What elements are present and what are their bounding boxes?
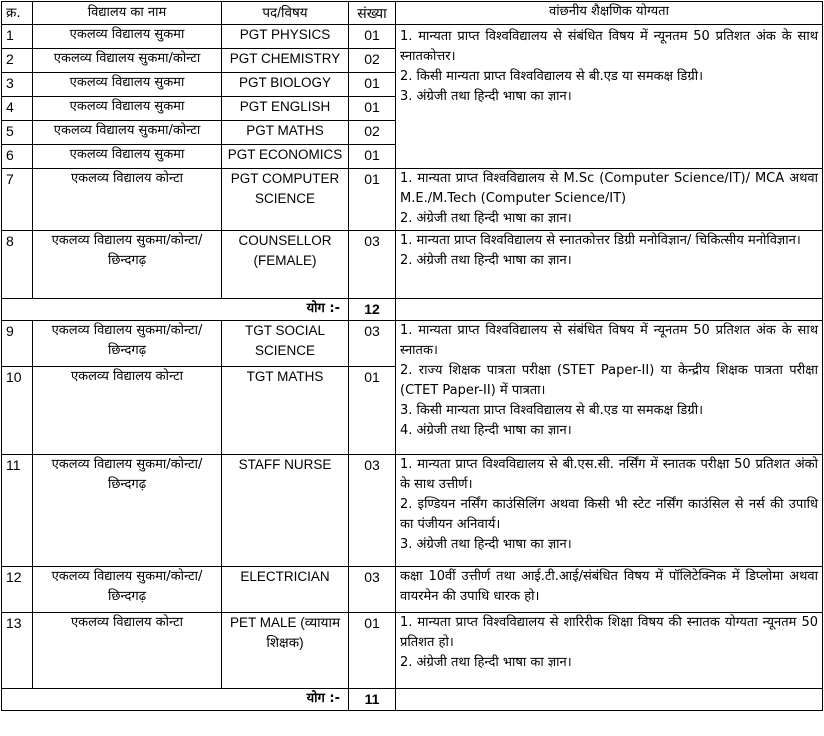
header-post: पद/विषय: [222, 2, 349, 25]
table-row: [2, 567, 823, 613]
total-value: 12: [349, 299, 396, 321]
row-post: PGT CHEMISTRY: [222, 49, 349, 73]
qualification-line: 2. अंग्रेजी तथा हिन्दी भाषा का ज्ञान।: [400, 211, 572, 226]
row-count: 01: [349, 145, 396, 169]
row-sno: 8: [2, 231, 33, 299]
row-sno: 11: [2, 455, 33, 567]
qualification-line: 2. अंग्रेजी तथा हिन्दी भाषा का ज्ञान।: [400, 655, 572, 670]
row-count: 01: [349, 169, 396, 231]
qualification-line: 2. राज्य शिक्षक पात्रता परीक्षा (STET Paper-II) या केन्द्रीय शिक्षक पात्रता परीक्षा (CTET Paper-II) में पात्रता।: [400, 363, 818, 398]
row-sno: 13: [2, 613, 33, 689]
row-school: एकलव्य विद्यालय सुकमा: [33, 97, 222, 121]
qualification-nurse-cell: [396, 455, 823, 567]
row-post: PET MALE (व्यायाम शिक्षक): [222, 613, 349, 689]
row-school: एकलव्य विद्यालय सुकमा: [33, 73, 222, 97]
qualification-line: 1. मान्यता प्राप्त विश्वविद्यालय से स्नातकोत्तर डिग्री मनोविज्ञान/ चिकित्सीय मनोविज्ञान।: [400, 233, 801, 248]
row-sno: 7: [2, 169, 33, 231]
qualification-line: 4. अंग्रेजी तथा हिन्दी भाषा का ज्ञान।: [400, 423, 572, 438]
header-count: संख्या: [349, 2, 396, 25]
row-sno: 6: [2, 145, 33, 169]
qualification-line: 2. अंग्रेजी तथा हिन्दी भाषा का ज्ञान।: [400, 253, 572, 268]
row-count: 02: [349, 121, 396, 145]
qualification-line: 1. मान्यता प्राप्त विश्वविद्यालय से शारिरीक शिक्षा विषय की स्नातक योग्यता न्यूनतम 50 प्रतिशत हो।: [400, 615, 818, 650]
total-value: 11: [349, 689, 396, 711]
row-post: COUNSELLOR (FEMALE): [222, 231, 349, 299]
row-sno: 4: [2, 97, 33, 121]
row-post: PGT PHYSICS: [222, 25, 349, 49]
row-count: 03: [349, 231, 396, 299]
row-post: STAFF NURSE: [222, 455, 349, 567]
row-school: एकलव्य विद्यालय कोन्टा: [33, 367, 222, 455]
total-row: [2, 689, 823, 711]
qualification-computer-cell: [396, 169, 823, 231]
table-row: [2, 455, 823, 567]
table-row: [2, 321, 823, 367]
row-sno: 5: [2, 121, 33, 145]
row-post: PGT BIOLOGY: [222, 73, 349, 97]
row-post: TGT MATHS: [222, 367, 349, 455]
posts-table: [1, 1, 823, 711]
row-sno: 10: [2, 367, 33, 455]
table-row: [2, 25, 823, 49]
qualification-line: कक्षा 10वीं उत्तीर्ण तथा आई.टी.आई/संबंधित विषय में पॉलिटेक्निक में डिप्लोमा अथवा वायरमेन की उपाधि धारक हो।: [400, 569, 818, 604]
qualification-line: 3. किसी मान्यता प्राप्त विश्वविद्यालय से बी.एड या समकक्ष डिग्री।: [400, 403, 704, 418]
table-row: [2, 231, 823, 299]
header-sno: क्र.: [2, 2, 33, 25]
qualification-line: 1. मान्यता प्राप्त विश्वविद्यालय से M.Sc (Computer Science/IT)/ MCA अथवा M.E./M.Tech (Computer Science/IT): [400, 171, 818, 206]
row-count: 01: [349, 73, 396, 97]
row-school: एकलव्य विद्यालय सुकमा/कोन्टा/छिन्दगढ़: [33, 455, 222, 567]
row-count: 03: [349, 321, 396, 367]
header-school: विद्यालय का नाम: [33, 2, 222, 25]
table-row: [2, 613, 823, 689]
row-sno: 1: [2, 25, 33, 49]
row-count: 03: [349, 567, 396, 613]
header-qualification: वांछनीय शैक्षणिक योग्यता: [396, 2, 823, 25]
row-school: एकलव्य विद्यालय सुकमा/कोन्टा/छिन्दगढ़: [33, 567, 222, 613]
row-count: 01: [349, 97, 396, 121]
qualification-line: 2. किसी मान्यता प्राप्त विश्वविद्यालय से बी.एड या समकक्ष डिग्री।: [400, 69, 704, 84]
row-school: एकलव्य विद्यालय सुकमा: [33, 145, 222, 169]
qualification-counsellor-cell: [396, 231, 823, 299]
row-school: एकलव्य विद्यालय सुकमा/कोन्टा/छिन्दगढ़: [33, 321, 222, 367]
empty-cell: [396, 689, 823, 711]
row-school: एकलव्य विद्यालय कोन्टा: [33, 613, 222, 689]
row-school: एकलव्य विद्यालय सुकमा: [33, 25, 222, 49]
row-post: PGT MATHS: [222, 121, 349, 145]
row-school: एकलव्य विद्यालय कोन्टा: [33, 169, 222, 231]
row-school: एकलव्य विद्यालय सुकमा/कोन्टा: [33, 121, 222, 145]
row-count: 03: [349, 455, 396, 567]
total-row: [2, 299, 823, 321]
row-count: 01: [349, 25, 396, 49]
header-row: [2, 2, 823, 25]
row-post: PGT ECONOMICS: [222, 145, 349, 169]
row-sno: 3: [2, 73, 33, 97]
row-sno: 2: [2, 49, 33, 73]
qualification-line: 1. मान्यता प्राप्त विश्वविद्यालय से बी.एस.सी. नर्सिंग में स्नातक परीक्षा 50 प्रतिशत अंको के साथ उत्तीर्ण।: [400, 457, 818, 492]
qualification-line: 3. अंग्रेजी तथा हिन्दी भाषा का ज्ञान।: [400, 89, 572, 104]
row-post: PGT ENGLISH: [222, 97, 349, 121]
qualification-line: 1. मान्यता प्राप्त विश्वविद्यालय से संबंधित विषय में न्यूनतम 50 प्रतिशत अंक के साथ स्नातक।: [400, 323, 818, 358]
row-sno: 12: [2, 567, 33, 613]
qualification-pet-cell: [396, 613, 823, 689]
row-post: PGT COMPUTER SCIENCE: [222, 169, 349, 231]
qualification-pgt-cell: [396, 25, 823, 169]
qualification-electrician-cell: [396, 567, 823, 613]
total-label: योग :-: [2, 299, 349, 321]
qualification-tgt-cell: [396, 321, 823, 455]
row-count: 01: [349, 367, 396, 455]
qualification-line: 3. अंग्रेजी तथा हिन्दी भाषा का ज्ञान।: [400, 537, 572, 552]
row-count: 01: [349, 613, 396, 689]
total-label: योग :-: [2, 689, 349, 711]
row-post: TGT SOCIAL SCIENCE: [222, 321, 349, 367]
row-sno: 9: [2, 321, 33, 367]
empty-cell: [396, 299, 823, 321]
row-count: 02: [349, 49, 396, 73]
qualification-line: 2. इण्डियन नर्सिंग काउंसिलिंग अथवा किसी भी स्टेट नर्सिंग काउंसिल से नर्स की उपाधि का पंजीयन अनिवार्य।: [400, 497, 818, 532]
row-school: एकलव्य विद्यालय सुकमा/कोन्टा/छिन्दगढ़: [33, 231, 222, 299]
row-school: एकलव्य विद्यालय सुकमा/कोन्टा: [33, 49, 222, 73]
table-row: [2, 169, 823, 231]
row-post: ELECTRICIAN: [222, 567, 349, 613]
qualification-line: 1. मान्यता प्राप्त विश्वविद्यालय से संबंधित विषय में न्यूनतम 50 प्रतिशत अंक के साथ स्नातकोत्तर।: [400, 29, 818, 64]
